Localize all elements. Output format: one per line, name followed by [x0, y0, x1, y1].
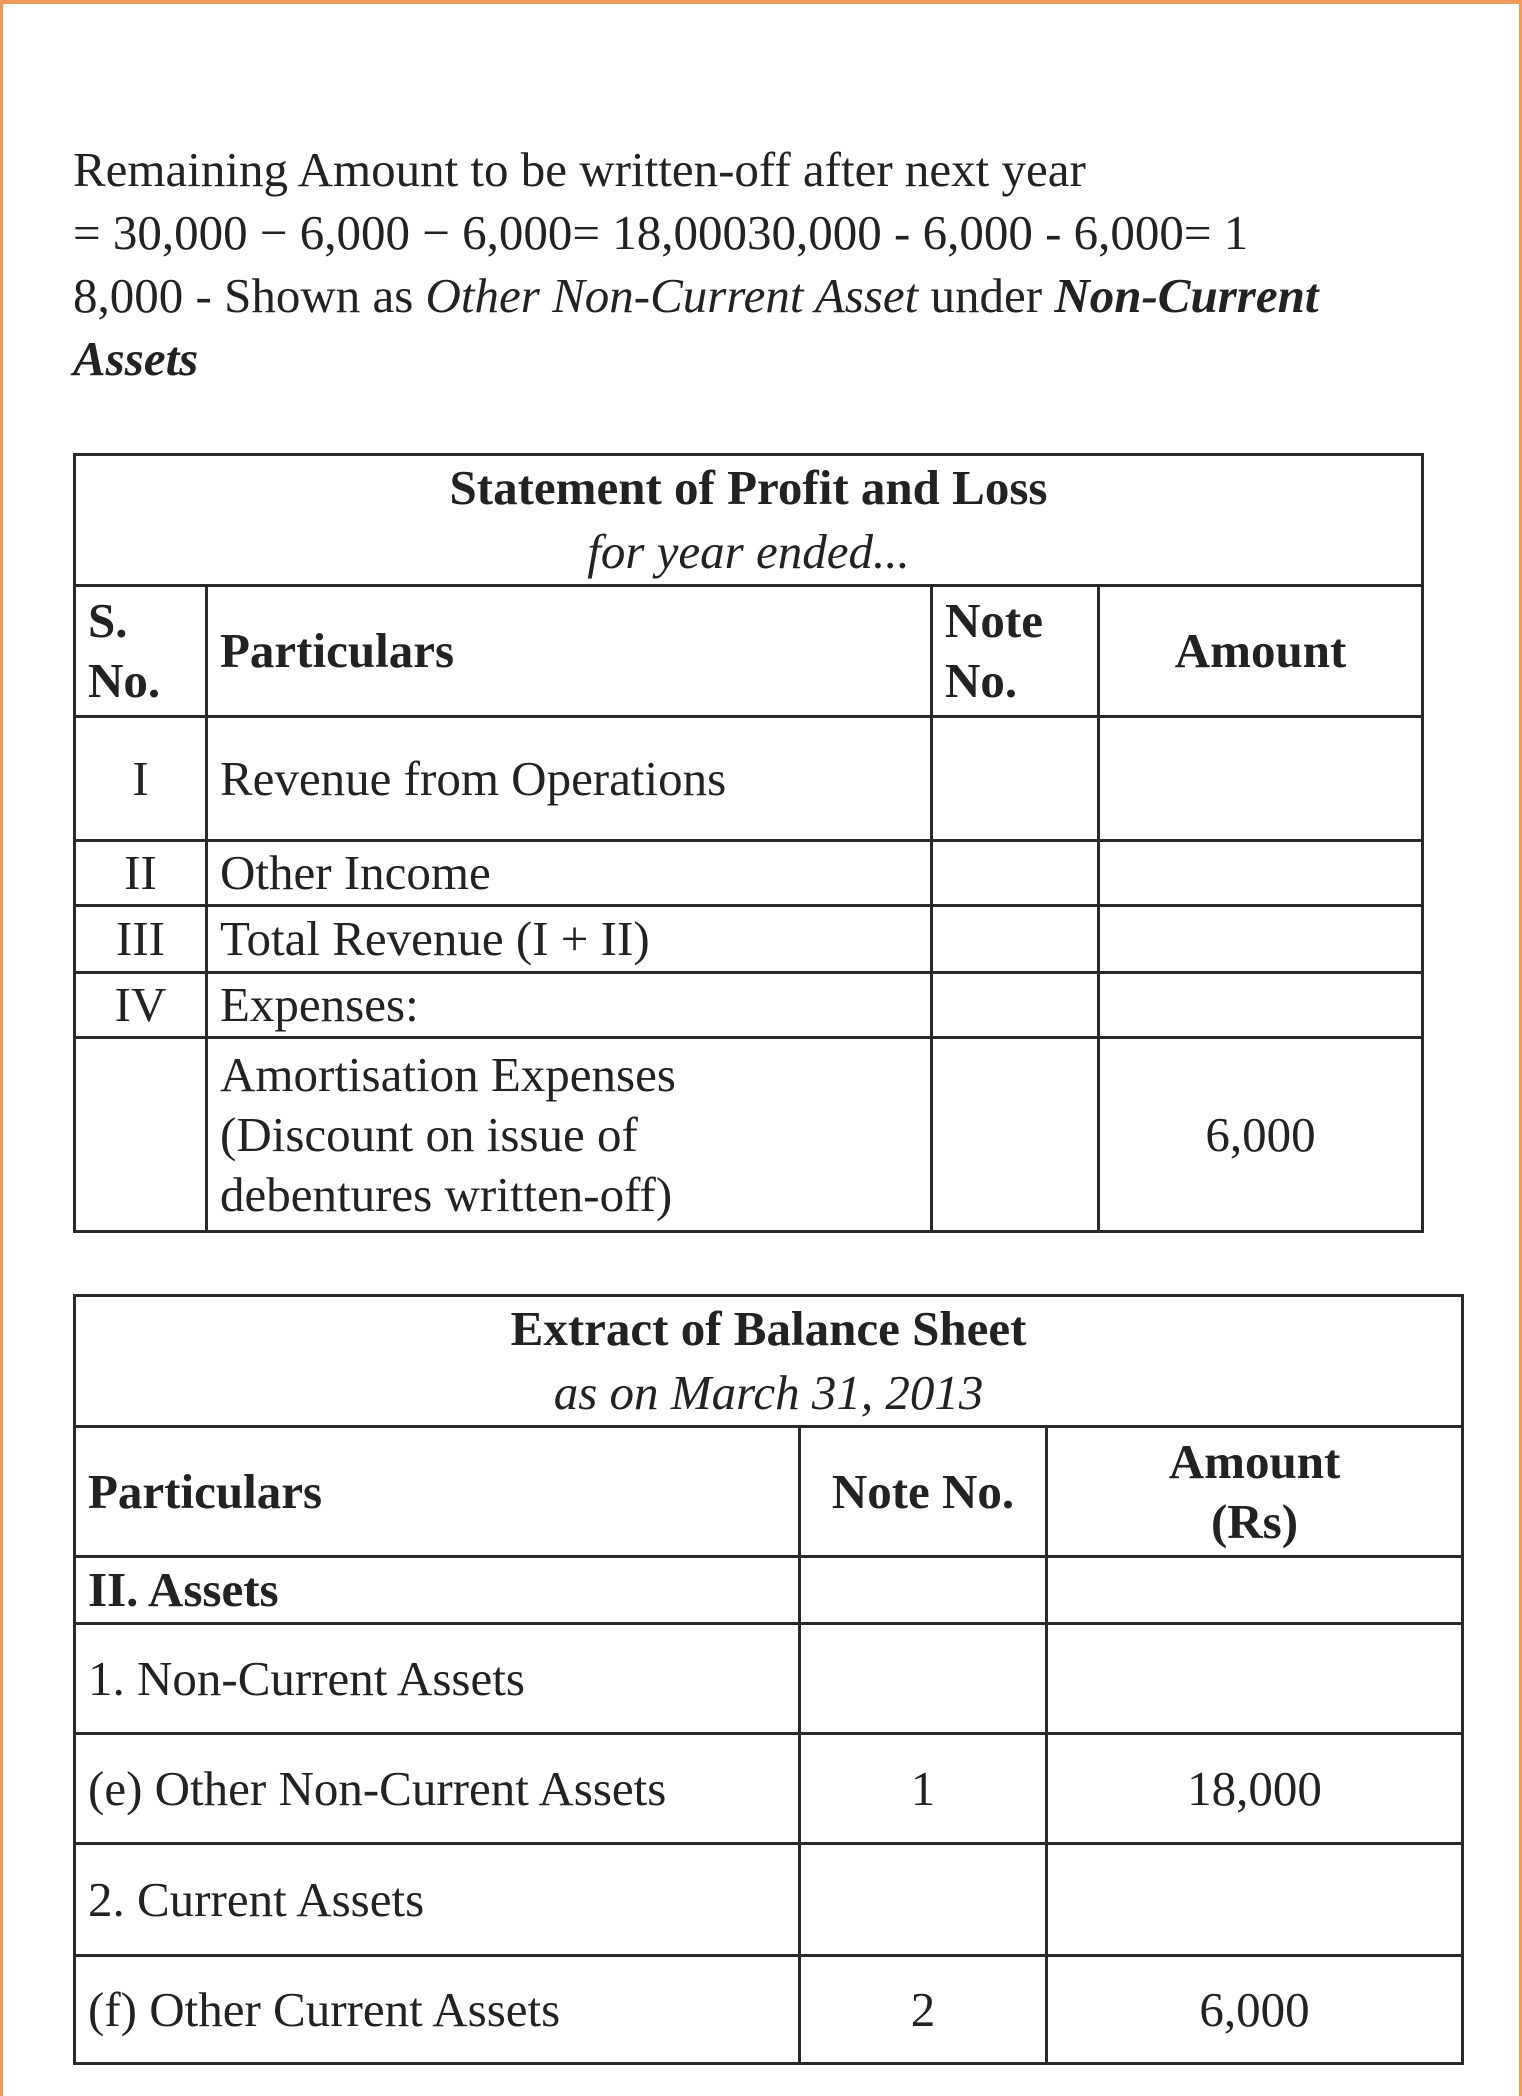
particulars-cell: (f) Other Current Assets	[75, 1956, 800, 2064]
intro-italic: Other Non-Current Asset	[425, 268, 919, 323]
note-cell	[932, 906, 1099, 973]
amount-cell	[1099, 906, 1423, 973]
header-text: Note No.	[831, 1463, 1015, 1519]
profit-loss-table	[73, 453, 1424, 1233]
header-text: Particulars	[88, 1463, 323, 1519]
particulars-cell: Expenses:	[207, 973, 932, 1038]
header-text: Particulars	[220, 623, 455, 678]
note-cell	[932, 841, 1099, 906]
table-row	[75, 1557, 1463, 1624]
header-text: Note No.	[945, 593, 1043, 708]
title-text: Statement of Profit and Loss	[449, 460, 1048, 515]
table-row	[75, 717, 1423, 841]
particulars-cell: Amortisation Expenses (Discount on issue of debentures written-off)	[207, 1038, 932, 1232]
intro-line-1: Remaining Amount to be written-off after next year	[73, 142, 1086, 197]
header-note	[800, 1427, 1047, 1557]
intro-text: 8,000 - Shown as	[73, 268, 426, 323]
header-text: Amount	[1174, 623, 1347, 678]
header-amount	[1099, 586, 1423, 717]
table-row	[75, 1956, 1463, 2064]
header-amount	[1047, 1427, 1463, 1557]
amount-cell: 6,000	[1099, 1038, 1423, 1232]
particulars-cell: 1. Non-Current Assets	[75, 1624, 800, 1734]
particulars-cell: (e) Other Non-Current Assets	[75, 1734, 800, 1844]
amount-cell	[1047, 1624, 1463, 1734]
table-row	[75, 906, 1423, 973]
table-row	[75, 1038, 1423, 1232]
amount-cell	[1099, 717, 1423, 841]
sno-cell: I	[75, 717, 207, 841]
table-title	[75, 1296, 1463, 1427]
amount-cell	[1099, 973, 1423, 1038]
header-particulars	[207, 586, 932, 717]
note-cell	[932, 1038, 1099, 1232]
sno-cell: IV	[75, 973, 207, 1038]
note-cell	[800, 1844, 1047, 1956]
subtitle-text: as on March 31, 2013	[553, 1365, 984, 1420]
amount-cell: 18,000	[1047, 1734, 1463, 1844]
note-cell: 1	[800, 1734, 1047, 1844]
header-text: Amount (Rs)	[1168, 1433, 1341, 1549]
table-title	[75, 455, 1423, 586]
note-cell	[932, 717, 1099, 841]
note-cell: 2	[800, 1956, 1047, 2064]
header-note	[932, 586, 1099, 717]
intro-line-2: = 30,000 − 6,000 − 6,000= 18,00030,000 - 6,000 - 6,000= 1	[73, 205, 1249, 260]
particulars-cell: Revenue from Operations	[207, 717, 932, 841]
header-text: S. No.	[88, 593, 161, 708]
table-row	[75, 1734, 1463, 1844]
particulars-cell: 2. Current Assets	[75, 1844, 800, 1956]
note-cell	[800, 1557, 1047, 1624]
note-cell	[800, 1624, 1047, 1734]
header-particulars	[75, 1427, 800, 1557]
amount-cell	[1047, 1557, 1463, 1624]
particulars-cell: Total Revenue (I + II)	[207, 906, 932, 973]
particulars-cell	[75, 1557, 800, 1624]
intro-text: under	[918, 268, 1055, 323]
amount-cell: 6,000	[1047, 1956, 1463, 2064]
subtitle-text: for year ended...	[587, 524, 910, 579]
header-sno	[75, 586, 207, 717]
amount-cell	[1047, 1844, 1463, 1956]
sno-cell	[75, 1038, 207, 1232]
table-row	[75, 1624, 1463, 1734]
note-cell	[932, 973, 1099, 1038]
sno-cell: II	[75, 841, 207, 906]
intro-bold-italic: Non-Current Assets	[73, 268, 1319, 386]
intro-paragraph	[73, 138, 1453, 390]
table-row	[75, 841, 1423, 906]
particulars-cell: Other Income	[207, 841, 932, 906]
section-heading: II. Assets	[88, 1562, 279, 1617]
table-row	[75, 1844, 1463, 1956]
intro-line-3	[73, 264, 1453, 390]
sno-cell: III	[75, 906, 207, 973]
table-row	[75, 973, 1423, 1038]
title-text: Extract of Balance Sheet	[510, 1301, 1027, 1356]
amount-cell	[1099, 841, 1423, 906]
balance-sheet-table	[73, 1294, 1464, 2065]
